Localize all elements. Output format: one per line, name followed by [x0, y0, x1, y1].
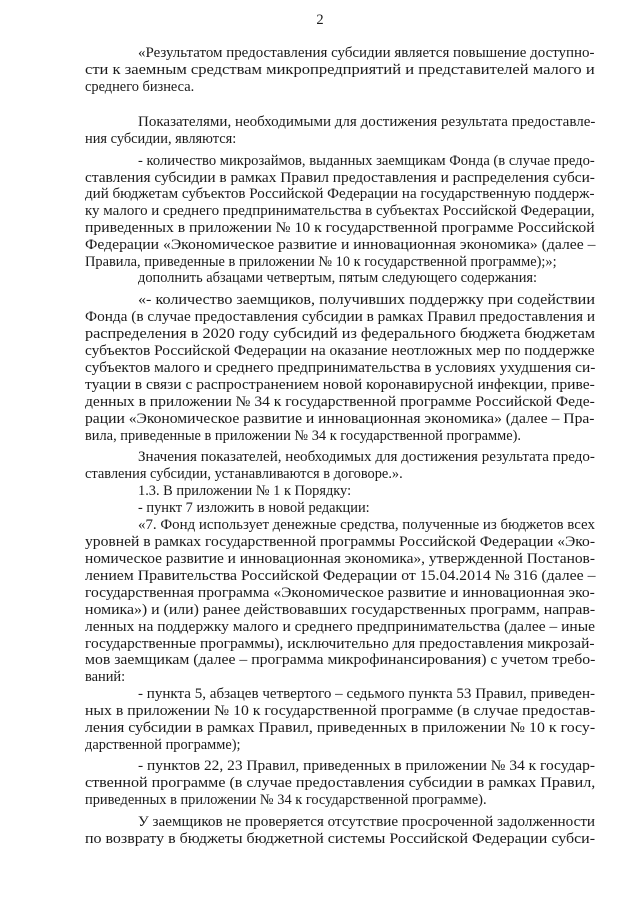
text-line: - количество микрозаймов, выданных заемщикам Фонда (в случае предо-	[138, 153, 595, 169]
text-line: распределения в 2020 году субсидий из федерального бюджета бюджетам	[85, 326, 596, 342]
text-line: денных в приложении № 34 к государственной программе Российской Феде-	[85, 394, 595, 410]
text-line: вила, приведенные в приложении № 34 к государственной программе).	[85, 428, 522, 444]
text-line: субъектов Российской Федерации на оказание неотложных мер по поддержке	[85, 343, 595, 359]
text-line: приведенных в приложении № 34 к государственной программе).	[85, 792, 487, 808]
text-line: приведенных в приложении № 10 к государственной программе Российской	[85, 220, 595, 236]
text-line: ставления субсидии, устанавливаются в договоре.».	[85, 466, 403, 482]
text-line: «7. Фонд использует денежные средства, полученные из бюджетов всех	[138, 517, 595, 533]
text-line: - пунктов 22, 23 Правил, приведенных в приложении № 34 к государ-	[138, 758, 596, 774]
text-line: ственной программе (в случае предоставления субсидии в рамках Правил,	[85, 775, 596, 791]
text-line: сти к заемным средствам микропредприятий и представителей малого и	[85, 62, 595, 78]
text-line: У заемщиков не проверяется отсутствие просроченной задолженности	[138, 814, 596, 830]
text-line: 1.3. В приложении № 1 к Порядку:	[138, 483, 352, 499]
text-line: ленных на поддержку малого и среднего предпринимательства (далее – иные	[85, 619, 595, 635]
text-line: государственная программа «Экономическое развитие и инновационная эко-	[85, 585, 595, 601]
text-line: субъектов малого и среднего предпринимательства в условиях ухудшения си-	[85, 360, 596, 376]
text-line: Федерации «Экономическое развитие и инновационная экономика» (далее –	[85, 237, 596, 253]
text-line: Фонда (в случае предоставления субсидии в рамках Правил предоставления и	[85, 309, 596, 325]
text-line: Правила, приведенные в приложении № 10 к государственной программе);»;	[85, 254, 557, 270]
text-line: ния субсидии, являются:	[85, 131, 237, 147]
text-line: лением Правительства Российской Федерации от 15.04.2014 № 316 (далее –	[85, 568, 596, 584]
text-line: туации в связи с распространением новой коронавирусной инфекции, приве-	[85, 377, 595, 393]
text-line: ления субсидии в рамках Правил, приведенных в приложении № 10 к госу-	[85, 720, 596, 736]
text-line: уровней в рамках государственной программы Российской Федерации «Эко-	[85, 534, 596, 550]
text-line: «Результатом предоставления субсидии является повышение доступно-	[138, 45, 595, 61]
text-line: «- количество заемщиков, получивших поддержку при содействии	[138, 292, 595, 308]
text-line: Показателями, необходимыми для достижения результата предоставле-	[138, 114, 596, 130]
text-line: - пункта 5, абзацев четвертого – седьмого пункта 53 Правил, приведен-	[138, 686, 596, 702]
page-number: 2	[316, 12, 324, 28]
text-line: ных в приложении № 10 к государственной программе (в случае предостав-	[85, 703, 596, 719]
text-line: государственные программы), исключительно для предоставления микрозай-	[85, 636, 595, 652]
text-line: дий бюджетам субъектов Российской Федерации на государственную поддерж-	[85, 186, 595, 202]
text-line: рации «Экономическое развитие и инновационная экономика» (далее – Пра-	[85, 411, 595, 427]
text-line: по возврату в бюджеты бюджетной системы Российской Федерации субси-	[85, 831, 596, 847]
text-line: Значения показателей, необходимых для достижения результата предо-	[138, 449, 595, 465]
text-line: - пункт 7 изложить в новой редакции:	[138, 500, 370, 516]
text-line: номика») и (или) ранее действовавших государственных программ, направ-	[85, 602, 596, 618]
text-line: ваний:	[85, 669, 126, 685]
text-line: дополнить абзацами четвертым, пятым следующего содержания:	[138, 270, 538, 286]
text-line: ку малого и среднего предпринимательства в субъектах Российской Федерации,	[85, 203, 595, 219]
text-line: ставления субсидии в рамках Правил предоставления и распределения субси-	[85, 170, 595, 186]
text-line: дарственной программе);	[85, 737, 241, 753]
text-line: номическое развитие и инновационная экономика», утвержденной Постанов-	[85, 551, 595, 567]
text-line: мов заемщикам (далее – программа микрофинансирования) с учетом требо-	[85, 652, 596, 668]
text-line: среднего бизнеса.	[85, 79, 195, 95]
